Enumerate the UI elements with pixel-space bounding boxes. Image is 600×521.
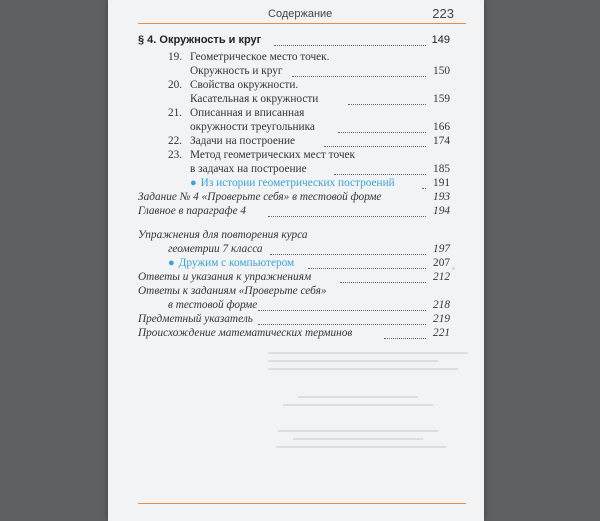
entry-number: 23. — [168, 149, 183, 161]
entry-page: 150 — [433, 65, 450, 77]
entry-text: Свойства окружности. — [190, 79, 299, 91]
entry-page: 166 — [433, 121, 450, 133]
leader-dots — [274, 37, 426, 46]
running-header — [138, 6, 472, 22]
answers-page: 212 — [433, 271, 450, 283]
toc-entry-21-line1[interactable] — [108, 106, 484, 120]
entry-text: Геометрическое место точек. — [190, 51, 330, 63]
leader-dots — [384, 330, 426, 339]
leader-dots — [334, 166, 426, 175]
leader-dots — [308, 260, 426, 269]
answers-test-text: Ответы к заданиям «Проверьте себя» — [138, 285, 327, 297]
entry-number: 20. — [168, 79, 183, 91]
origin-label: Происхождение математических терминов — [138, 327, 353, 339]
review-text: геометрии 7 класса — [168, 243, 263, 255]
toc-origin[interactable] — [108, 326, 484, 340]
bullet-icon: ● — [190, 177, 197, 189]
header-rule — [138, 23, 466, 24]
toc-answers-test-line2[interactable] — [108, 298, 484, 312]
toc-entry-21-line2[interactable] — [108, 120, 484, 134]
bullet-icon: ● — [168, 257, 175, 269]
toc-entry-19-line2[interactable] — [108, 64, 484, 78]
toc-friends[interactable] — [108, 256, 484, 270]
toc-task4[interactable] — [108, 190, 484, 204]
friends-page: 207 — [433, 257, 450, 269]
entry-text: Касательная к окружности — [190, 93, 319, 105]
toc-entry-20-line2[interactable] — [108, 92, 484, 106]
section-page: 149 — [431, 34, 450, 46]
main4-label: Главное в параграфе 4 — [138, 205, 247, 217]
answers-test-text: в тестовой форме — [168, 299, 258, 311]
entry-text: в задачах на построение — [190, 163, 307, 175]
entry-number: 19. — [168, 51, 183, 63]
leader-dots — [268, 208, 426, 217]
entry-page: 174 — [433, 135, 450, 147]
stray-mark — [452, 267, 455, 270]
task4-page: 193 — [433, 191, 450, 203]
footer-rule — [138, 503, 466, 504]
toc-entry-20-line1[interactable] — [108, 78, 484, 92]
entry-page: 185 — [433, 163, 450, 175]
leader-dots — [258, 316, 426, 325]
toc-main4[interactable] — [108, 204, 484, 218]
friends-label: Дружим с компьютером — [178, 257, 295, 269]
show-through-text — [283, 404, 433, 406]
toc-history[interactable] — [108, 176, 484, 190]
entry-number: 22. — [168, 135, 183, 147]
entry-text: окружности треугольника — [190, 121, 315, 133]
review-page: 197 — [433, 243, 450, 255]
answers-test-page: 218 — [433, 299, 450, 311]
toc-answers-test-line1[interactable] — [108, 284, 484, 298]
toc-index[interactable] — [108, 312, 484, 326]
toc-review-line1[interactable] — [108, 228, 484, 242]
show-through-text — [276, 446, 446, 448]
toc-entry-23-line2[interactable] — [108, 162, 484, 176]
review-text: Упражнения для повторения курса — [138, 229, 308, 241]
leader-dots — [348, 96, 426, 105]
index-label: Предметный указатель — [138, 313, 253, 325]
toc-section-4[interactable] — [108, 33, 484, 47]
index-page: 219 — [433, 313, 450, 325]
leader-dots — [422, 180, 426, 189]
entry-text: Метод геометрических мест точек — [190, 149, 356, 161]
show-through-text — [268, 368, 458, 370]
book-page — [108, 0, 484, 521]
section-label: § 4. Окружность и круг — [138, 34, 262, 46]
leader-dots — [324, 138, 426, 147]
show-through-text — [293, 438, 423, 440]
entry-text: Окружность и круг — [190, 65, 283, 77]
leader-dots — [340, 274, 426, 283]
leader-dots — [338, 124, 426, 133]
leader-dots — [292, 68, 426, 77]
show-through-text — [268, 352, 468, 354]
toc-entry-22[interactable] — [108, 134, 484, 148]
entry-number: 21. — [168, 107, 183, 119]
show-through-text — [268, 360, 438, 362]
toc-answers[interactable] — [108, 270, 484, 284]
main4-page: 194 — [433, 205, 450, 217]
leader-dots — [270, 246, 426, 255]
header-page-number: 223 — [432, 6, 454, 21]
toc-entry-19-line1[interactable] — [108, 50, 484, 64]
header-title: Содержание — [268, 8, 333, 20]
history-label: Из истории геометрических построений — [200, 177, 395, 189]
history-page: 191 — [433, 177, 450, 189]
task4-label: Задание № 4 «Проверьте себя» в тестовой форме — [138, 191, 382, 203]
entry-text: Описанная и вписанная — [190, 107, 305, 119]
entry-text: Задачи на построение — [190, 135, 296, 147]
show-through-text — [278, 430, 438, 432]
toc-review-line2[interactable] — [108, 242, 484, 256]
answers-label: Ответы и указания к упражнениям — [138, 271, 312, 283]
origin-page: 221 — [433, 327, 450, 339]
leader-dots — [258, 302, 426, 311]
toc-entry-23-line1[interactable] — [108, 148, 484, 162]
show-through-text — [298, 396, 418, 398]
entry-page: 159 — [433, 93, 450, 105]
